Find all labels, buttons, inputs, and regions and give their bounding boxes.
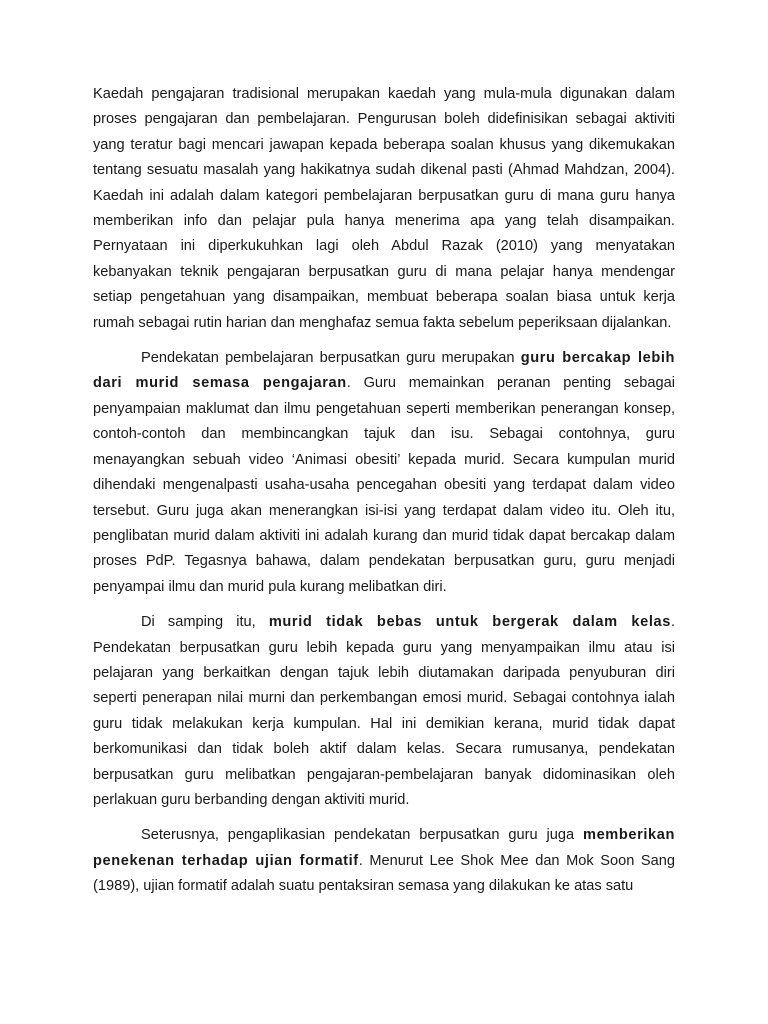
paragraph-3 xyxy=(93,610,675,813)
document-body xyxy=(93,82,675,910)
emphasis-text: murid tidak bebas untuk bergerak dalam kelas xyxy=(268,614,671,631)
paragraph-text: . Pendekatan berpusatkan guru lebih kepada guru yang menyampaikan ilmu atau isi pelajaran yang berkaitkan dengan tajuk lebih diutamakan daripada penyuburan diri seperti penerapan nilai murni dan perkembangan emosi murid. Sebagai contohnya ialah guru tidak melakukan kerja kumpulan. Hal ini demikian kerana, murid tidak dapat berkomunikasi dan tidak boleh aktif dalam kelas. Secara rumusanya, pendekatan berpusatkan guru melibatkan pengajaran-pembelajaran banyak didominasikan oleh perlakuan guru berbanding dengan aktiviti murid. xyxy=(93,614,676,808)
emphasis-text: memberikan penekenan terhadap ujian formatif xyxy=(93,827,675,869)
paragraph-text: . Menurut Lee Shok Mee dan Mok Soon Sang (1989), ujian formatif adalah suatu pentaksiran semasa yang dilakukan ke atas satu xyxy=(93,852,675,895)
paragraph-text: Kaedah pengajaran tradisional merupakan kaedah yang mula-mula digunakan dalam proses pengajaran dan pembelajaran. Pengurusan boleh didefinisikan sebagai aktiviti yang teratur bagi mencari jawapan kepada beberapa soalan khusus yang dikemukakan tentang sesuatu masalah yang hakikatnya sudah dikenal pasti (Ahmad Mahdzan, 2004). Kaedah ini adalah dalam kategori pembelajaran berpusatkan guru di mana guru hanya memberikan info dan pelajar pula hanya menerima apa yang telah disampaikan. Pernyataan ini diperkukuhkan lagi oleh Abdul Razak (2010) yang menyatakan kebanyakan teknik pengajaran berpusatkan guru di mana pelajar hanya mendengar setiap pengetahuan yang disampaikan, membuat beberapa soalan biasa untuk kerja rumah sebagai rutin harian dan menghafaz semua fakta sebelum peperiksaan dijalankan. xyxy=(93,86,675,331)
paragraph-1 xyxy=(93,82,675,336)
paragraph-4 xyxy=(93,823,675,899)
emphasis-text: guru bercakap lebih dari murid semasa pengajaran xyxy=(93,350,675,392)
paragraph-text: Di samping itu, xyxy=(141,614,269,631)
paragraph-2 xyxy=(93,346,675,600)
paragraph-text: Seterusnya, pengaplikasian pendekatan berpusatkan guru juga xyxy=(141,827,584,844)
paragraph-text: Pendekatan pembelajaran berpusatkan guru merupakan xyxy=(141,350,521,367)
paragraph-text: . Guru memainkan peranan penting sebagai penyampaian maklumat dan ilmu pengetahuan seperti memberikan penerangan konsep, contoh-contoh dan membincangkan tajuk dan isu. Sebagai contohnya, guru menayangkan sebuah video ‘Animasi obesiti’ kepada murid. Secara kumpulan murid dihendaki mengenalpasti usaha-usaha pencegahan obesiti yang terdapat dalam video tersebut. Guru juga akan menerangkan isi-isi yang terdapat dalam video itu. Oleh itu, penglibatan murid dalam aktiviti ini adalah kurang dan murid tidak dapat bercakap dalam proses PdP. Tegasnya bahawa, dalam pendekatan berpusatkan guru, guru menjadi penyampai ilmu dan murid pula kurang melibatkan diri. xyxy=(93,375,675,595)
